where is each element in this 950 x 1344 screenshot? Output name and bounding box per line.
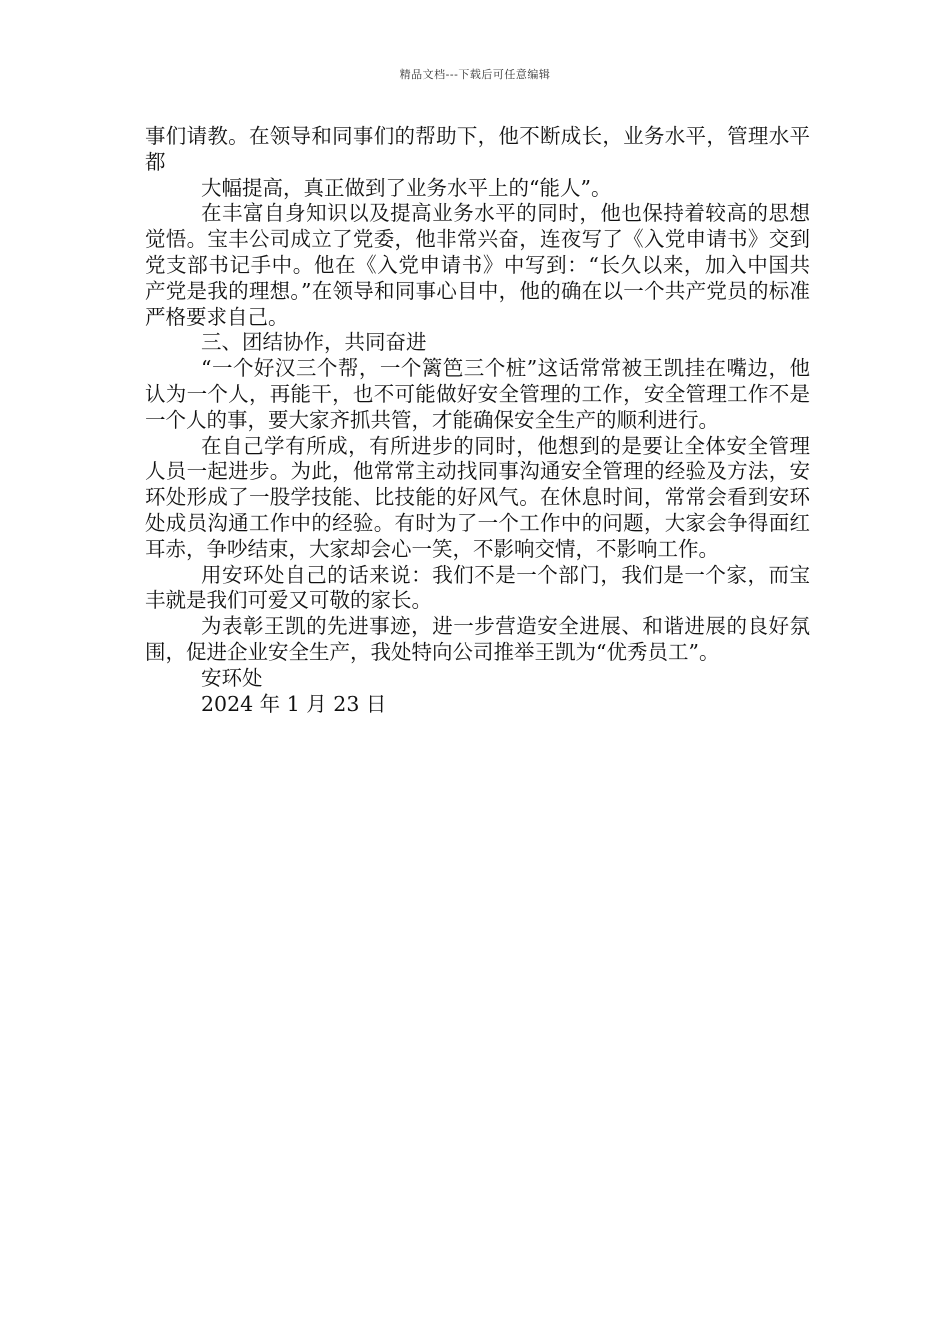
document-body [145,124,810,717]
paragraph: 在自己学有所成，有所进步的同时，他想到的是要让全体安全管理人员一起进步。为此，他常常主动找同事沟通安全管理的经验及方法，安环处形成了一股学技能、比技能的好风气。在休息时间，常常会看到安环处成员沟通工作中的经验。有时为了一个工作中的问题，大家会争得面红耳赤，争吵结束，大家却会心一笑，不影响交情，不影响工作。 [145,433,810,561]
paragraph-continuation: 事们请教。在领导和同事们的帮助下，他不断成长，业务水平，管理水平都 [145,124,810,174]
signature-department: 安环处 [201,665,263,690]
paragraph: 在丰富自身知识以及提高业务水平的同时，他也保持着较高的思想觉悟。宝丰公司成立了党委，他非常兴奋，连夜写了《入党申请书》交到党支部书记手中。他在《入党申请书》中写到：“长久以来，加入中国共产党是我的理想。”在领导和同事心目中，他的确在以一个共产党员的标准严格要求自己。 [145,201,810,329]
section-heading: 三、团结协作，共同奋进 [201,330,427,355]
paragraph: “一个好汉三个帮，一个篱笆三个桩”这话常常被王凯挂在嘴边，他认为一个人，再能干，也不可能做好安全管理的工作，安全管理工作不是一个人的事，要大家齐抓共管，才能确保安全生产的顺利进行。 [145,356,810,432]
signature-date: 2024 年 1 月 23 日 [201,691,387,716]
paragraph: 大幅提高，真正做到了业务水平上的“能人”。 [201,175,612,200]
paragraph: 用安环处自己的话来说：我们不是一个部门，我们是一个家，而宝丰就是我们可爱又可敬的家长。 [145,562,810,613]
paragraph: 为表彰王凯的先进事迹，进一步营造安全进展、和谐进展的良好氛围，促进企业安全生产，我处特向公司推举王凯为“优秀员工”。 [145,614,810,664]
page-header: 精品文档---下载后可任意编辑 [399,68,551,81]
